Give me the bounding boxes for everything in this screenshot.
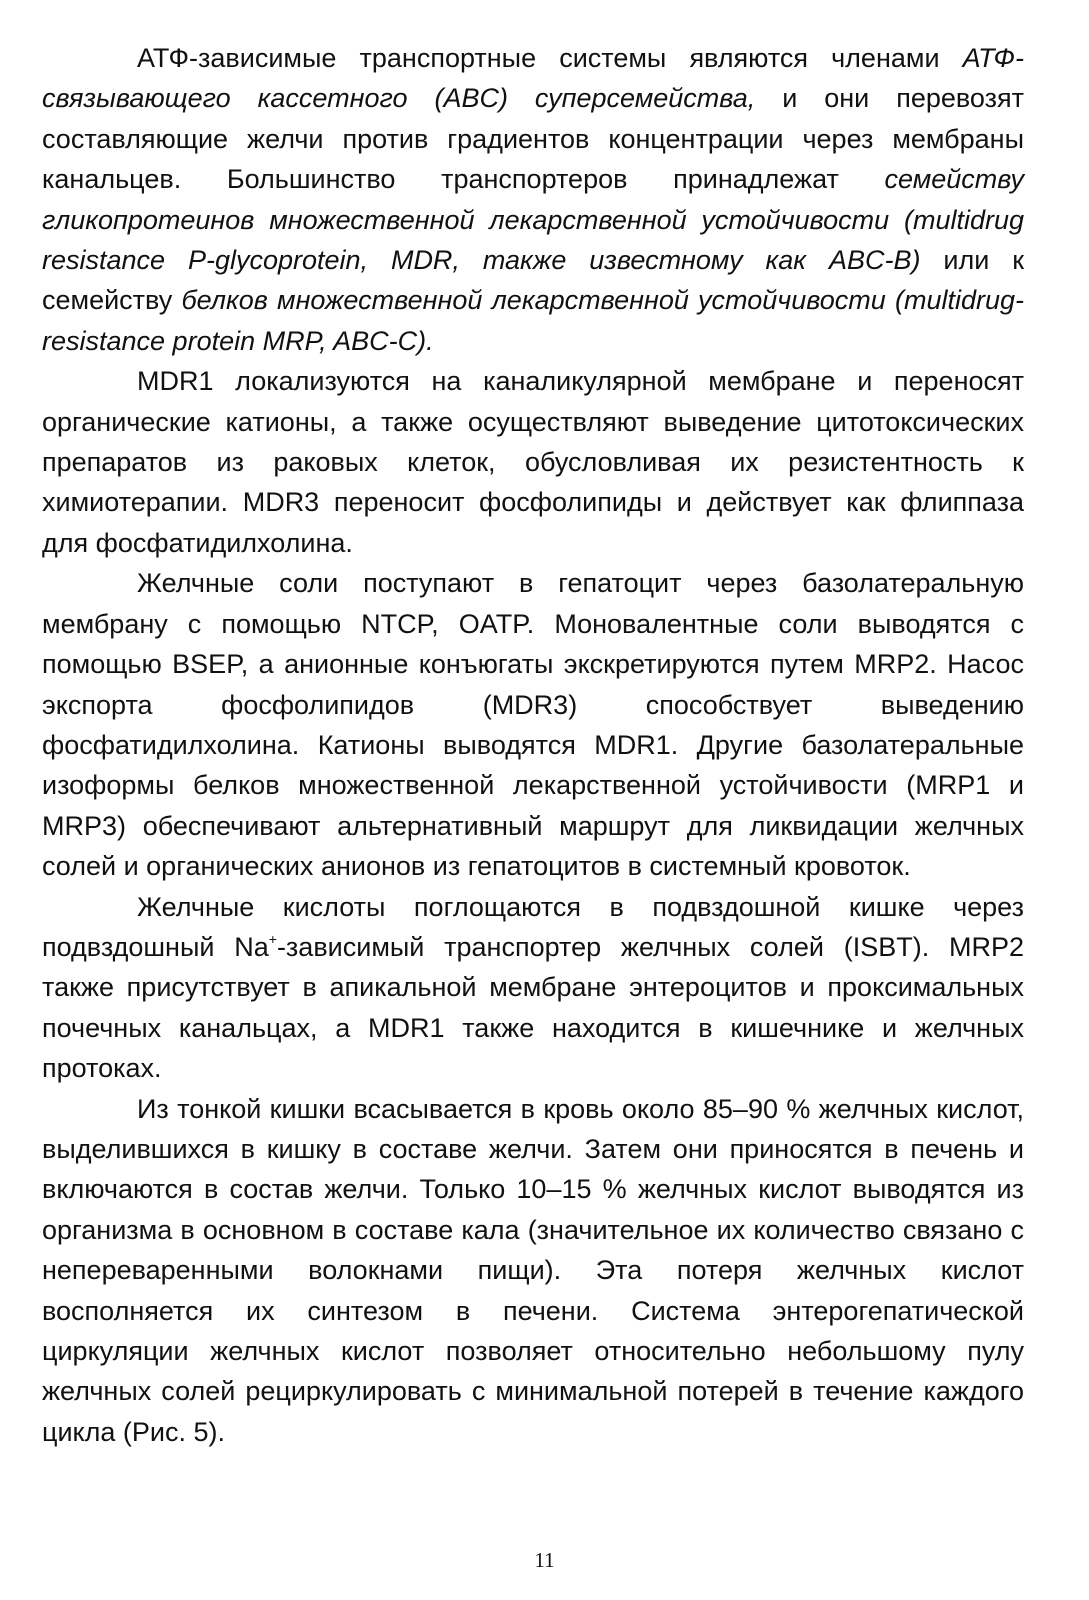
- text-run: -зависимый транспортер желчных солей (ISBT). MRP2 также присутствует в апикальной мембране энтероцитов и проксимальных почечных канальцах, а MDR1 также находится в кишечнике и желчных протоках.: [42, 931, 1024, 1084]
- italic-term-abc: АТФ-связывающего кассетного (ABC) суперсемейства,: [42, 43, 1024, 114]
- text-run: или к семейству: [42, 245, 1025, 316]
- paragraph-abc-transport: [42, 38, 1024, 361]
- document-body: [42, 38, 1024, 1518]
- text-run: Желчные кислоты поглощаются в подвздошной кишке через подвздошный Na: [42, 891, 1024, 962]
- italic-term-mrp: белков множественной лекарственной устойчивости (multidrug-resistance protein MRP, ABC-C).: [42, 285, 1024, 356]
- text-run: АТФ-зависимые транспортные системы являются членами: [137, 43, 963, 73]
- paragraph-bile-salts: Желчные соли поступают в гепатоцит через базолатеральную мембрану с помощью NTCP, OATP. Моновалентные соли выводятся с помощью BSEP, а анионные конъюгаты экскретируются путем MRP2. Насос экспорта фосфолипидов (MDR3) способствует выведению фосфатидилхолина. Катионы выводятся MDR1. Другие базолатеральные изоформы белков множественной лекарственной устойчивости (MRP1 и MRP3) обеспечивают альтернативный маршрут для ликвидации желчных солей и органических анионов из гепатоцитов в системный кровоток.: [42, 568, 1024, 882]
- italic-term-mdr: семейству гликопротеинов множественной лекарственной устойчивости (multidrug resistance P-glycoprotein, MDR, также известному как ABC-B): [42, 164, 1024, 276]
- text-run: и они перевозят составляющие желчи против градиентов концентрации через мембраны канальцев. Большинство транспортеров принадлежат: [42, 83, 1024, 195]
- page-number: 11: [534, 1548, 555, 1572]
- paragraph-bile-acids-ileum: [42, 887, 1024, 1089]
- paragraph-mdr1: MDR1 локализуются на каналикулярной мембране и переносят органические катионы, а также осуществляют выведение цитотоксических препаратов из раковых клеток, обусловливая их резистентность к химиотерапии. MDR3 переносит фосфолипиды и действует как флиппаза для фосфатидилхолина.: [42, 366, 1024, 558]
- superscript-plus: +: [268, 930, 277, 947]
- paragraph-enterohepatic: Из тонкой кишки всасывается в кровь около 85–90 % желчных кислот, выделившихся в кишку в составе желчи. Затем они приносятся в печень и включаются в состав желчи. Только 10–15 % желчных кислот выводятся из организма в основном в составе кала (значительное их количество связано с непереваренными волокнами пищи). Эта потеря желчных кислот восполняется их синтезом в печени. Система энтерогепатической циркуляции желчных кислот позволяет относительно небольшому пулу желчных солей рециркулировать с минимальной потерей в течение каждого цикла (Рис. 5).: [42, 1093, 1024, 1447]
